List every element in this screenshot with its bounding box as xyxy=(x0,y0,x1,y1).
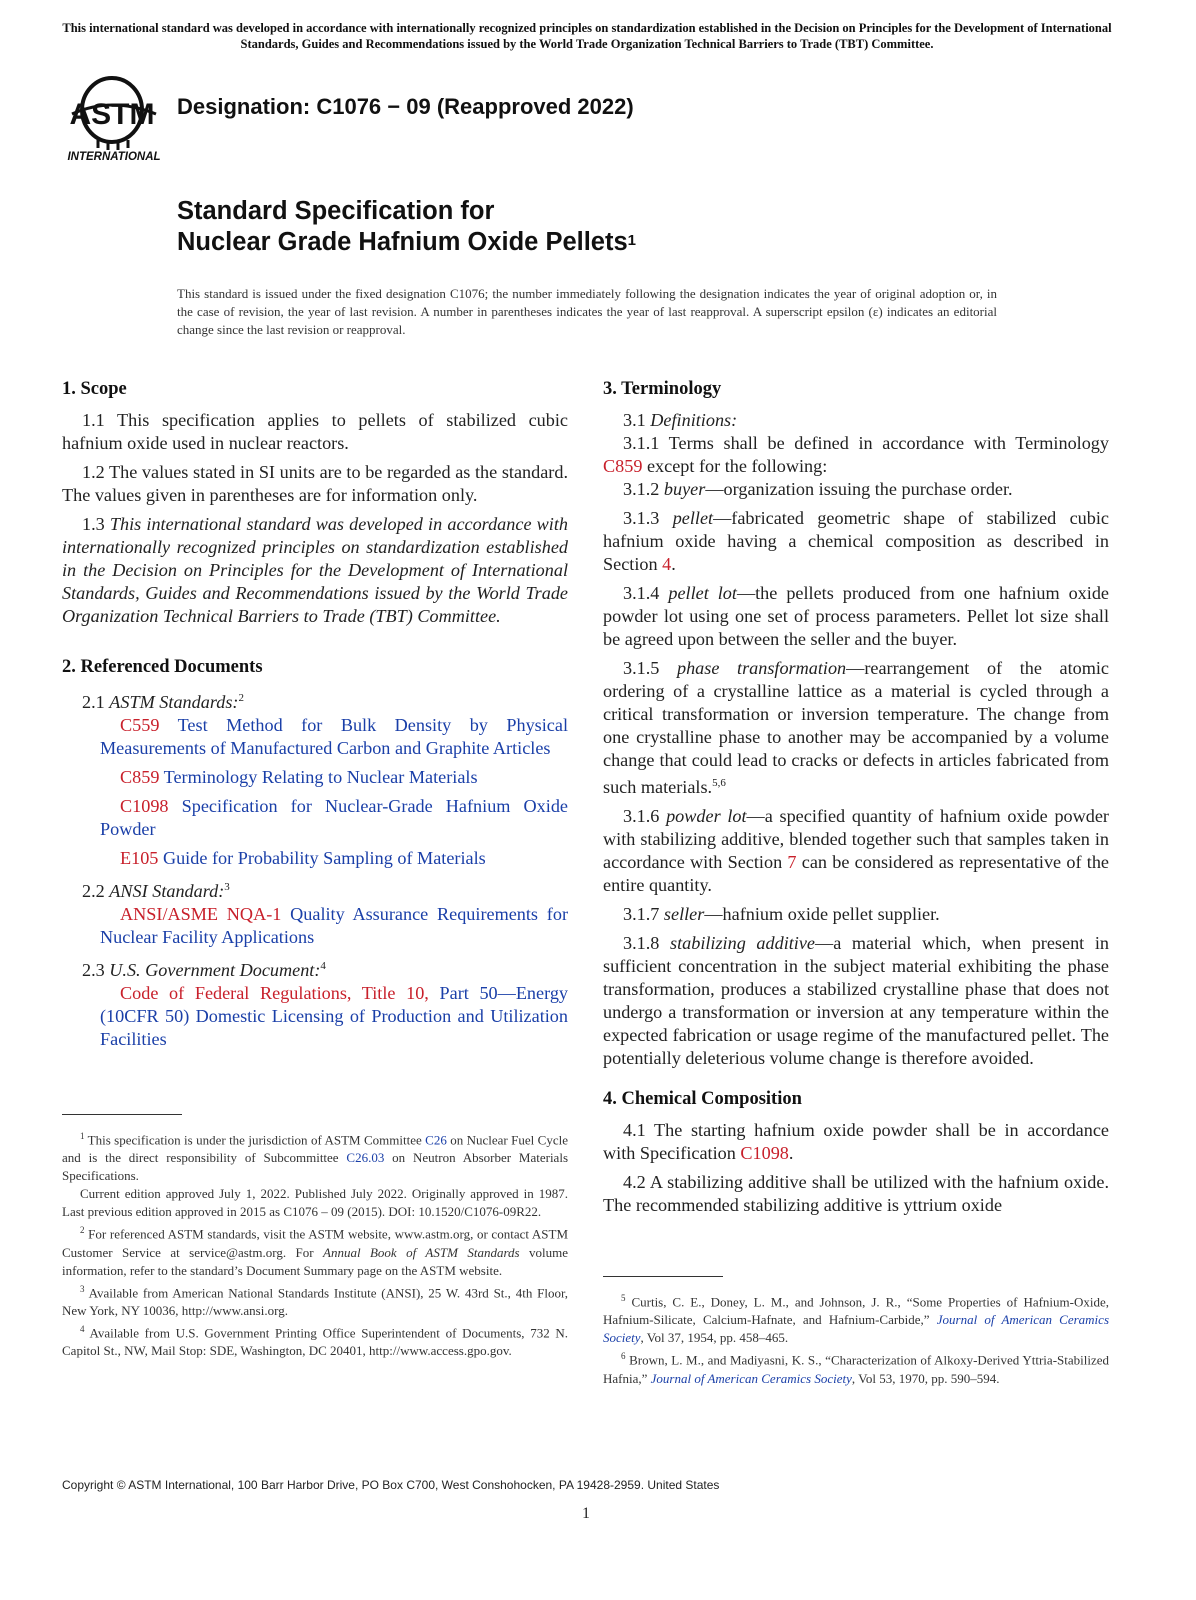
footnote-1: $^1$ This specification is under the jurisdiction of ASTM Committee C26 on Nuclear Fuel Cycle and is the direct responsibility of Subcommittee C26.03 on Neutron Absorber Materials Specifications. xyxy=(62,1131,569,1184)
para-3-1-7: 3.1.7 seller—hafnium oxide pellet supplier. xyxy=(623,904,940,925)
footnotes-right xyxy=(603,1289,1109,1388)
para-1-1: 1.1 This specification applies to pellets of stabilized cubic hafnium oxide used in nuclear reactors. xyxy=(62,410,568,453)
link-c26[interactable]: C26 xyxy=(425,1132,447,1148)
title-line-1: Standard Specification for xyxy=(177,197,495,225)
footnote-5: $^5$ Curtis, C. E., Doney, L. M., and Johnson, J. R., “Some Properties of Hafnium-Oxide, Hafnium-Silicate, Calcium-Hafnate, and Hafnium-Carbide,” Journal of American Ceramics Society, Vol 37, 1954, pp. 458–465. xyxy=(603,1293,1110,1346)
section-heading-terminology: 3. Terminology xyxy=(603,379,722,399)
subsection-2-3: 2.3 U.S. Government Document:$^4$ xyxy=(82,960,326,981)
document-title xyxy=(177,196,636,258)
footnote-rule-right xyxy=(603,1276,723,1277)
subsection-3-1: 3.1 Definitions: xyxy=(623,410,738,430)
footnote-6: $^6$ Brown, L. M., and Madiyasni, K. S., “Characterization of Alkoxy-Derived Yttria-Stabilized Hafnia,” Journal of American Ceramics Society, Vol 53, 1970, pp. 590–594. xyxy=(603,1351,1110,1386)
left-column xyxy=(62,378,568,1057)
svg-text:ASTM: ASTM xyxy=(69,98,155,131)
subsection-2-2: 2.2 ANSI Standard:$^3$ xyxy=(82,881,230,902)
ref-item[interactable]: ANSI/ASME NQA-1 Quality Assurance Requirements for Nuclear Facility Applications xyxy=(100,904,568,948)
para-3-1-6: 3.1.6 powder lot—a specified quantity of hafnium oxide powder with stabilizing additive, blended together such that samples taken in accordance with Section 7 can be considered as representative of the entire quantity. xyxy=(603,806,1109,896)
title-line-2: Nuclear Grade Hafnium Oxide Pellets$^1$ xyxy=(177,228,637,256)
para-3-1-2: 3.1.2 buyer—organization issuing the purchase order. xyxy=(623,479,1013,499)
para-3-1-4: 3.1.4 pellet lot—the pellets produced from one hafnium oxide powder lot using one set of process parameters. Pellet lot size shall be agreed upon between the seller and the buyer. xyxy=(603,583,1109,649)
footnote-3: $^3$ Available from American National Standards Institute (ANSI), 25 W. 43rd St., 4th Floor, New York, NY 10036, http://www.ansi.org. xyxy=(62,1283,568,1318)
svg-text:INTERNATIONAL: INTERNATIONAL xyxy=(67,151,161,163)
link-c859[interactable]: C859 xyxy=(603,456,643,476)
title-footnote-ref[interactable]: 1 xyxy=(627,232,637,249)
section-heading-chemical-composition: 4. Chemical Composition xyxy=(603,1089,802,1110)
footnote-ref-5-6[interactable]: 5,6 xyxy=(712,777,726,789)
designation: Designation: C1076 − 09 (Reapproved 2022) xyxy=(177,94,634,119)
para-3-1-3: 3.1.3 pellet—fabricated geometric shape of stabilized cubic hafnium oxide having a chemical composition as described in Section 4. xyxy=(603,508,1109,574)
link-c1098[interactable]: C1098 xyxy=(740,1143,789,1164)
para-4-1: 4.1 The starting hafnium oxide powder shall be in accordance with Specification C1098. xyxy=(603,1120,1109,1164)
wto-notice: This international standard was developed in accordance with internationally recognized principles on standardization established in the Decision on Principles for the Development of International Standards, Guides and Recommendations issued by the World Trade Organization Technical Barriers to Trade (TBT) Committee. xyxy=(62,21,1112,51)
astm-logo xyxy=(64,74,164,166)
footnote-rule-left xyxy=(62,1114,182,1115)
para-3-1-5: 3.1.5 phase transformation—rearrangement of the atomic ordering of a crystalline lattice as a material is cycled through a critical transformation or inversion temperature. The change from one crystalline phase to another may be accompanied by a volume change that could lead to cracks or defects in articles fabricated from such materials.$^{5,6}$ xyxy=(603,658,1110,798)
issuance-note: This standard is issued under the fixed designation C1076; the number immediately following the designation indicates the year of original adoption or, in the case of revision, the year of last revision. A number in parentheses indicates the year of last reapproval. A superscript epsilon (ε) indicates an editorial change since the last revision or reapproval. xyxy=(177,286,997,337)
para-4-2: 4.2 A stabilizing additive shall be utilized with the hafnium oxide. The recommended stabilizing additive is yttrium oxide xyxy=(603,1172,1109,1216)
link-c26-03[interactable]: C26.03 xyxy=(346,1150,385,1166)
link-section-7[interactable]: 7 xyxy=(787,852,797,873)
ref-item[interactable]: C1098 Specification for Nuclear-Grade Hafnium Oxide Powder xyxy=(100,796,568,840)
copyright-line: Copyright © ASTM International, 100 Barr Harbor Drive, PO Box C700, West Conshohocken, PA 19428-2959. United States xyxy=(62,1478,720,1492)
astm-logo-mark xyxy=(64,74,164,166)
link-section-4[interactable]: 4 xyxy=(662,554,672,574)
ref-item[interactable]: C859 Terminology Relating to Nuclear Materials xyxy=(120,767,478,788)
ref-item[interactable]: E105 Guide for Probability Sampling of Materials xyxy=(120,848,486,869)
right-column xyxy=(603,378,1109,1223)
ref-item[interactable]: Code of Federal Regulations, Title 10, Part 50—Energy (10CFR 50) Domestic Licensing of Production and Utilization Facilities xyxy=(100,983,569,1050)
section-heading-scope: 1. Scope xyxy=(62,379,127,399)
page-number: 1 xyxy=(582,1505,590,1522)
para-3-1-8: 3.1.8 stabilizing additive—a material which, when present in sufficient concentration in the subject material exhibiting the phase transformation, produces a stabilized crystalline phase that does not undergo a transformation or inversion at any temperature within the expected fabrication or usage regime of the manufactured pellet. The potentially deleterious volume change is therefore avoided. xyxy=(603,933,1109,1069)
para-1-2: 1.2 The values stated in SI units are to be regarded as the standard. The values given in parentheses are for information only. xyxy=(62,462,568,505)
subsection-2-1: 2.1 ASTM Standards:$^2$ xyxy=(82,692,244,713)
footnotes-left xyxy=(62,1127,568,1360)
para-1-3: 1.3 This international standard was developed in accordance with internationally recognized principles on standardization established in the Decision on Principles for the Development of International Standards, Guides and Recommendations issued by the World Trade Organization Technical Barriers to Trade (TBT) Committee. xyxy=(62,514,569,626)
footnote-2: $^2$ For referenced ASTM standards, visit the ASTM website, www.astm.org, or contact ASTM Customer Service at service@astm.org. For Annual Book of ASTM Standards volume information, refer to the standard’s Document Summary page on the ASTM website. xyxy=(62,1225,569,1278)
footnote-4: $^4$ Available from U.S. Government Printing Office Superintendent of Documents, 732 N. Capitol St., NW, Mail Stop: SDE, Washington, DC 20401, http://www.access.gpo.gov. xyxy=(62,1323,568,1359)
section-heading-referenced-documents: 2. Referenced Documents xyxy=(62,657,263,677)
journal-link[interactable]: Journal of American Ceramics Society xyxy=(650,1370,852,1386)
footnote-1-edition: Current edition approved July 1, 2022. Published July 2022. Originally approved in 1987. Last previous edition approved in 2015 as C1076 – 09 (2015). DOI: 10.1520/C1076-09R22. xyxy=(62,1186,568,1220)
para-3-1-1: 3.1.1 Terms shall be defined in accordance with Terminology C859 except for the following: xyxy=(603,433,1109,476)
journal-link[interactable]: Journal of American Ceramics Society xyxy=(603,1312,1110,1346)
ref-item[interactable]: C559 Test Method for Bulk Density by Physical Measurements of Manufactured Carbon and Graphite Articles xyxy=(100,715,569,759)
